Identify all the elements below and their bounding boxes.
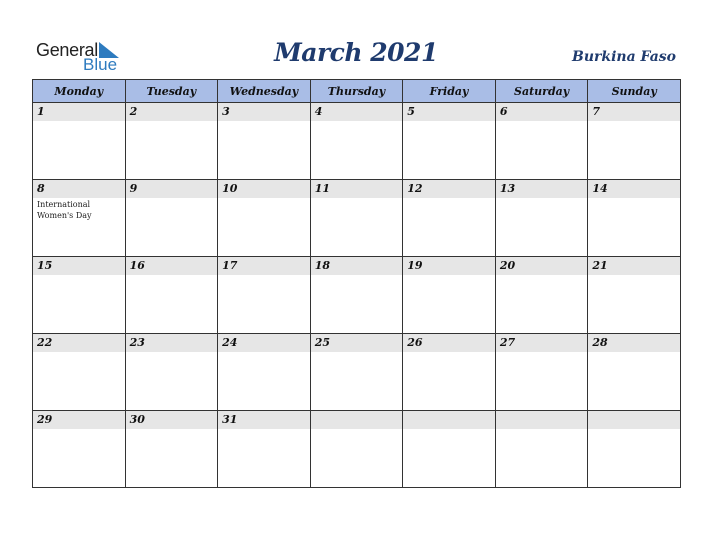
day-cell <box>495 411 588 488</box>
holiday-label: International Women's Day <box>37 200 92 220</box>
weekday-header: Saturday <box>495 80 588 103</box>
day-number: 5 <box>403 103 495 121</box>
weekday-header: Monday <box>33 80 126 103</box>
day-number: 30 <box>126 411 218 429</box>
day-number: 3 <box>218 103 310 121</box>
week-row <box>33 334 681 411</box>
weekday-header: Thursday <box>310 80 403 103</box>
day-number: 20 <box>496 257 588 275</box>
day-number: 8 <box>33 180 125 198</box>
day-cell <box>125 103 218 180</box>
day-cell <box>588 103 681 180</box>
day-number: 19 <box>403 257 495 275</box>
weekday-header-row <box>33 80 681 103</box>
weekday-header: Sunday <box>588 80 681 103</box>
day-number: 15 <box>33 257 125 275</box>
day-number: 2 <box>126 103 218 121</box>
day-cell <box>33 103 126 180</box>
logo-text-general: General <box>36 40 98 60</box>
day-cell <box>495 180 588 257</box>
week-row <box>33 180 681 257</box>
week-row <box>33 411 681 488</box>
day-cell <box>403 180 496 257</box>
day-cell <box>403 257 496 334</box>
day-number <box>403 411 495 429</box>
day-number: 17 <box>218 257 310 275</box>
week-row <box>33 257 681 334</box>
country-name: Burkina Faso <box>572 49 676 65</box>
day-cell <box>125 334 218 411</box>
page-title: March 2021 <box>274 38 438 67</box>
calendar-body <box>33 103 681 488</box>
day-number: 24 <box>218 334 310 352</box>
day-cell <box>495 334 588 411</box>
day-cell <box>33 180 126 257</box>
day-cell <box>125 180 218 257</box>
day-number: 11 <box>311 180 403 198</box>
day-cell <box>218 257 311 334</box>
day-number <box>496 411 588 429</box>
day-cell <box>588 257 681 334</box>
day-number: 1 <box>33 103 125 121</box>
day-cell <box>495 103 588 180</box>
day-number: 18 <box>311 257 403 275</box>
logo-text-blue: Blue <box>83 55 118 74</box>
day-cell <box>218 334 311 411</box>
day-number: 28 <box>588 334 680 352</box>
day-cell <box>588 334 681 411</box>
day-cell <box>588 180 681 257</box>
day-cell <box>310 334 403 411</box>
day-cell <box>403 411 496 488</box>
day-number: 9 <box>126 180 218 198</box>
day-cell <box>310 257 403 334</box>
day-cell <box>125 411 218 488</box>
calendar-grid <box>32 79 681 488</box>
day-cell <box>33 334 126 411</box>
day-number: 4 <box>311 103 403 121</box>
day-number: 13 <box>496 180 588 198</box>
day-cell <box>495 257 588 334</box>
day-number <box>588 411 680 429</box>
day-number: 10 <box>218 180 310 198</box>
weekday-header: Wednesday <box>218 80 311 103</box>
day-cell <box>588 411 681 488</box>
day-number: 7 <box>588 103 680 121</box>
day-number: 27 <box>496 334 588 352</box>
day-cell <box>403 334 496 411</box>
day-cell <box>310 180 403 257</box>
day-number: 25 <box>311 334 403 352</box>
day-cell <box>310 411 403 488</box>
day-number: 22 <box>33 334 125 352</box>
day-number: 16 <box>126 257 218 275</box>
day-cell <box>125 257 218 334</box>
weekday-header: Friday <box>403 80 496 103</box>
day-cell <box>33 411 126 488</box>
day-number: 31 <box>218 411 310 429</box>
day-number: 26 <box>403 334 495 352</box>
day-number <box>311 411 403 429</box>
weekday-header: Tuesday <box>125 80 218 103</box>
day-cell <box>33 257 126 334</box>
day-number: 14 <box>588 180 680 198</box>
week-row <box>33 103 681 180</box>
day-cell <box>218 103 311 180</box>
day-number: 21 <box>588 257 680 275</box>
day-cell <box>403 103 496 180</box>
day-number: 29 <box>33 411 125 429</box>
day-number: 6 <box>496 103 588 121</box>
day-number: 12 <box>403 180 495 198</box>
day-cell <box>218 411 311 488</box>
day-cell <box>218 180 311 257</box>
day-number: 23 <box>126 334 218 352</box>
day-cell <box>310 103 403 180</box>
